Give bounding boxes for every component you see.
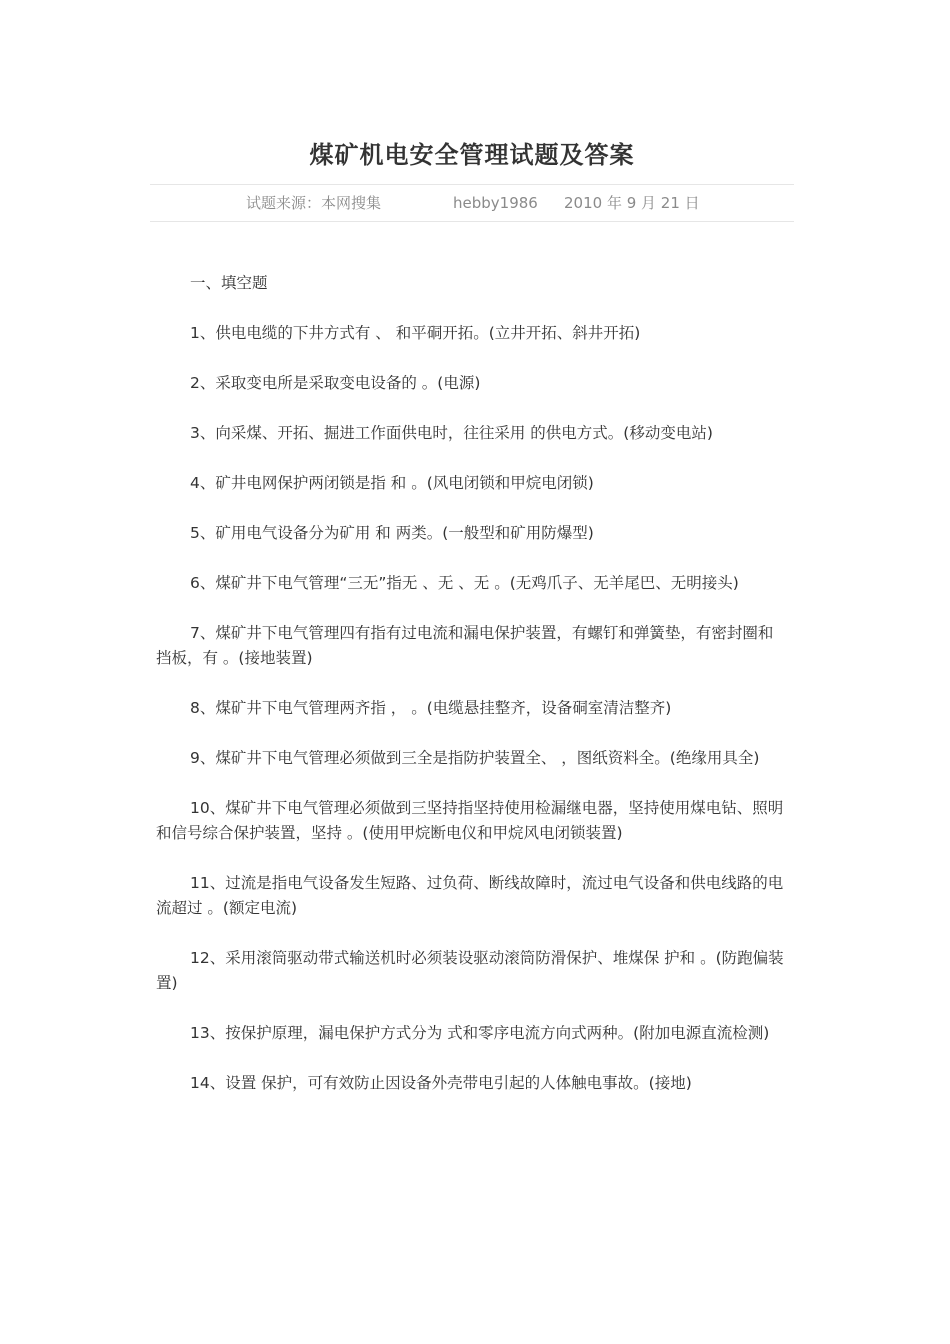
question-13: 13、按保护原理，漏电保护方式分为 式和零序电流方向式两种。(附加电源直流检测) (190, 1024, 770, 1042)
question-11: 11、过流是指电气设备发生短路、过负荷、断线故障时，流过电气设备和供电线路的电流超过 。(额定电流) (156, 874, 784, 917)
question-4: 4、矿井电网保护两闭锁是指 和 。(风电闭锁和甲烷电闭锁) (190, 474, 594, 492)
question-2: 2、采取变电所是采取变电设备的 。(电源) (190, 374, 481, 392)
section-heading: 一、填空题 (190, 274, 268, 292)
question-5: 5、矿用电气设备分为矿用 和 两类。(一般型和矿用防爆型) (190, 524, 594, 542)
question-6: 6、煤矿井下电气管理“三无”指无 、无 、无 。(无鸡爪子、无羊尾巴、无明接头) (190, 574, 739, 592)
question-8: 8、煤矿井下电气管理两齐指 ， 。(电缆悬挂整齐，设备硐室清洁整齐) (190, 699, 672, 717)
question-10: 10、煤矿井下电气管理必须做到三坚持指坚持使用检漏继电器，坚持使用煤电钻、照明和信号综合保护装置，坚持 。(使用甲烷断电仪和甲烷风电闭锁装置) (156, 799, 784, 842)
page-title: 煤矿机电安全管理试题及答案 (309, 141, 635, 169)
question-14: 14、设置 保护，可有效防止因设备外壳带电引起的人体触电事故。(接地) (190, 1074, 692, 1092)
question-9: 9、煤矿井下电气管理必须做到三全是指防护装置全、 ，图纸资料全。(绝缘用具全) (190, 749, 760, 767)
question-3: 3、向采煤、开拓、掘进工作面供电时，往往采用 的供电方式。(移动变电站) (190, 424, 713, 442)
source-label: 试题来源：本网搜集 (246, 194, 382, 212)
article-meta-bar (150, 184, 794, 222)
question-12: 12、采用滚筒驱动带式输送机时必须装设驱动滚筒防滑保护、堆煤保 护和 。(防跑偏装置) (156, 949, 784, 992)
article-body (156, 271, 788, 1121)
question-1: 1、供电电缆的下井方式有 、 和平硐开拓。(立井开拓、斜井开拓) (190, 324, 641, 342)
author-name: hebby1986 (453, 194, 538, 212)
publish-date: 2010 年 9 月 21 日 (564, 194, 700, 212)
question-7: 7、煤矿井下电气管理四有指有过电流和漏电保护装置，有螺钉和弹簧垫，有密封圈和挡板，有 。(接地装置) (156, 624, 774, 667)
